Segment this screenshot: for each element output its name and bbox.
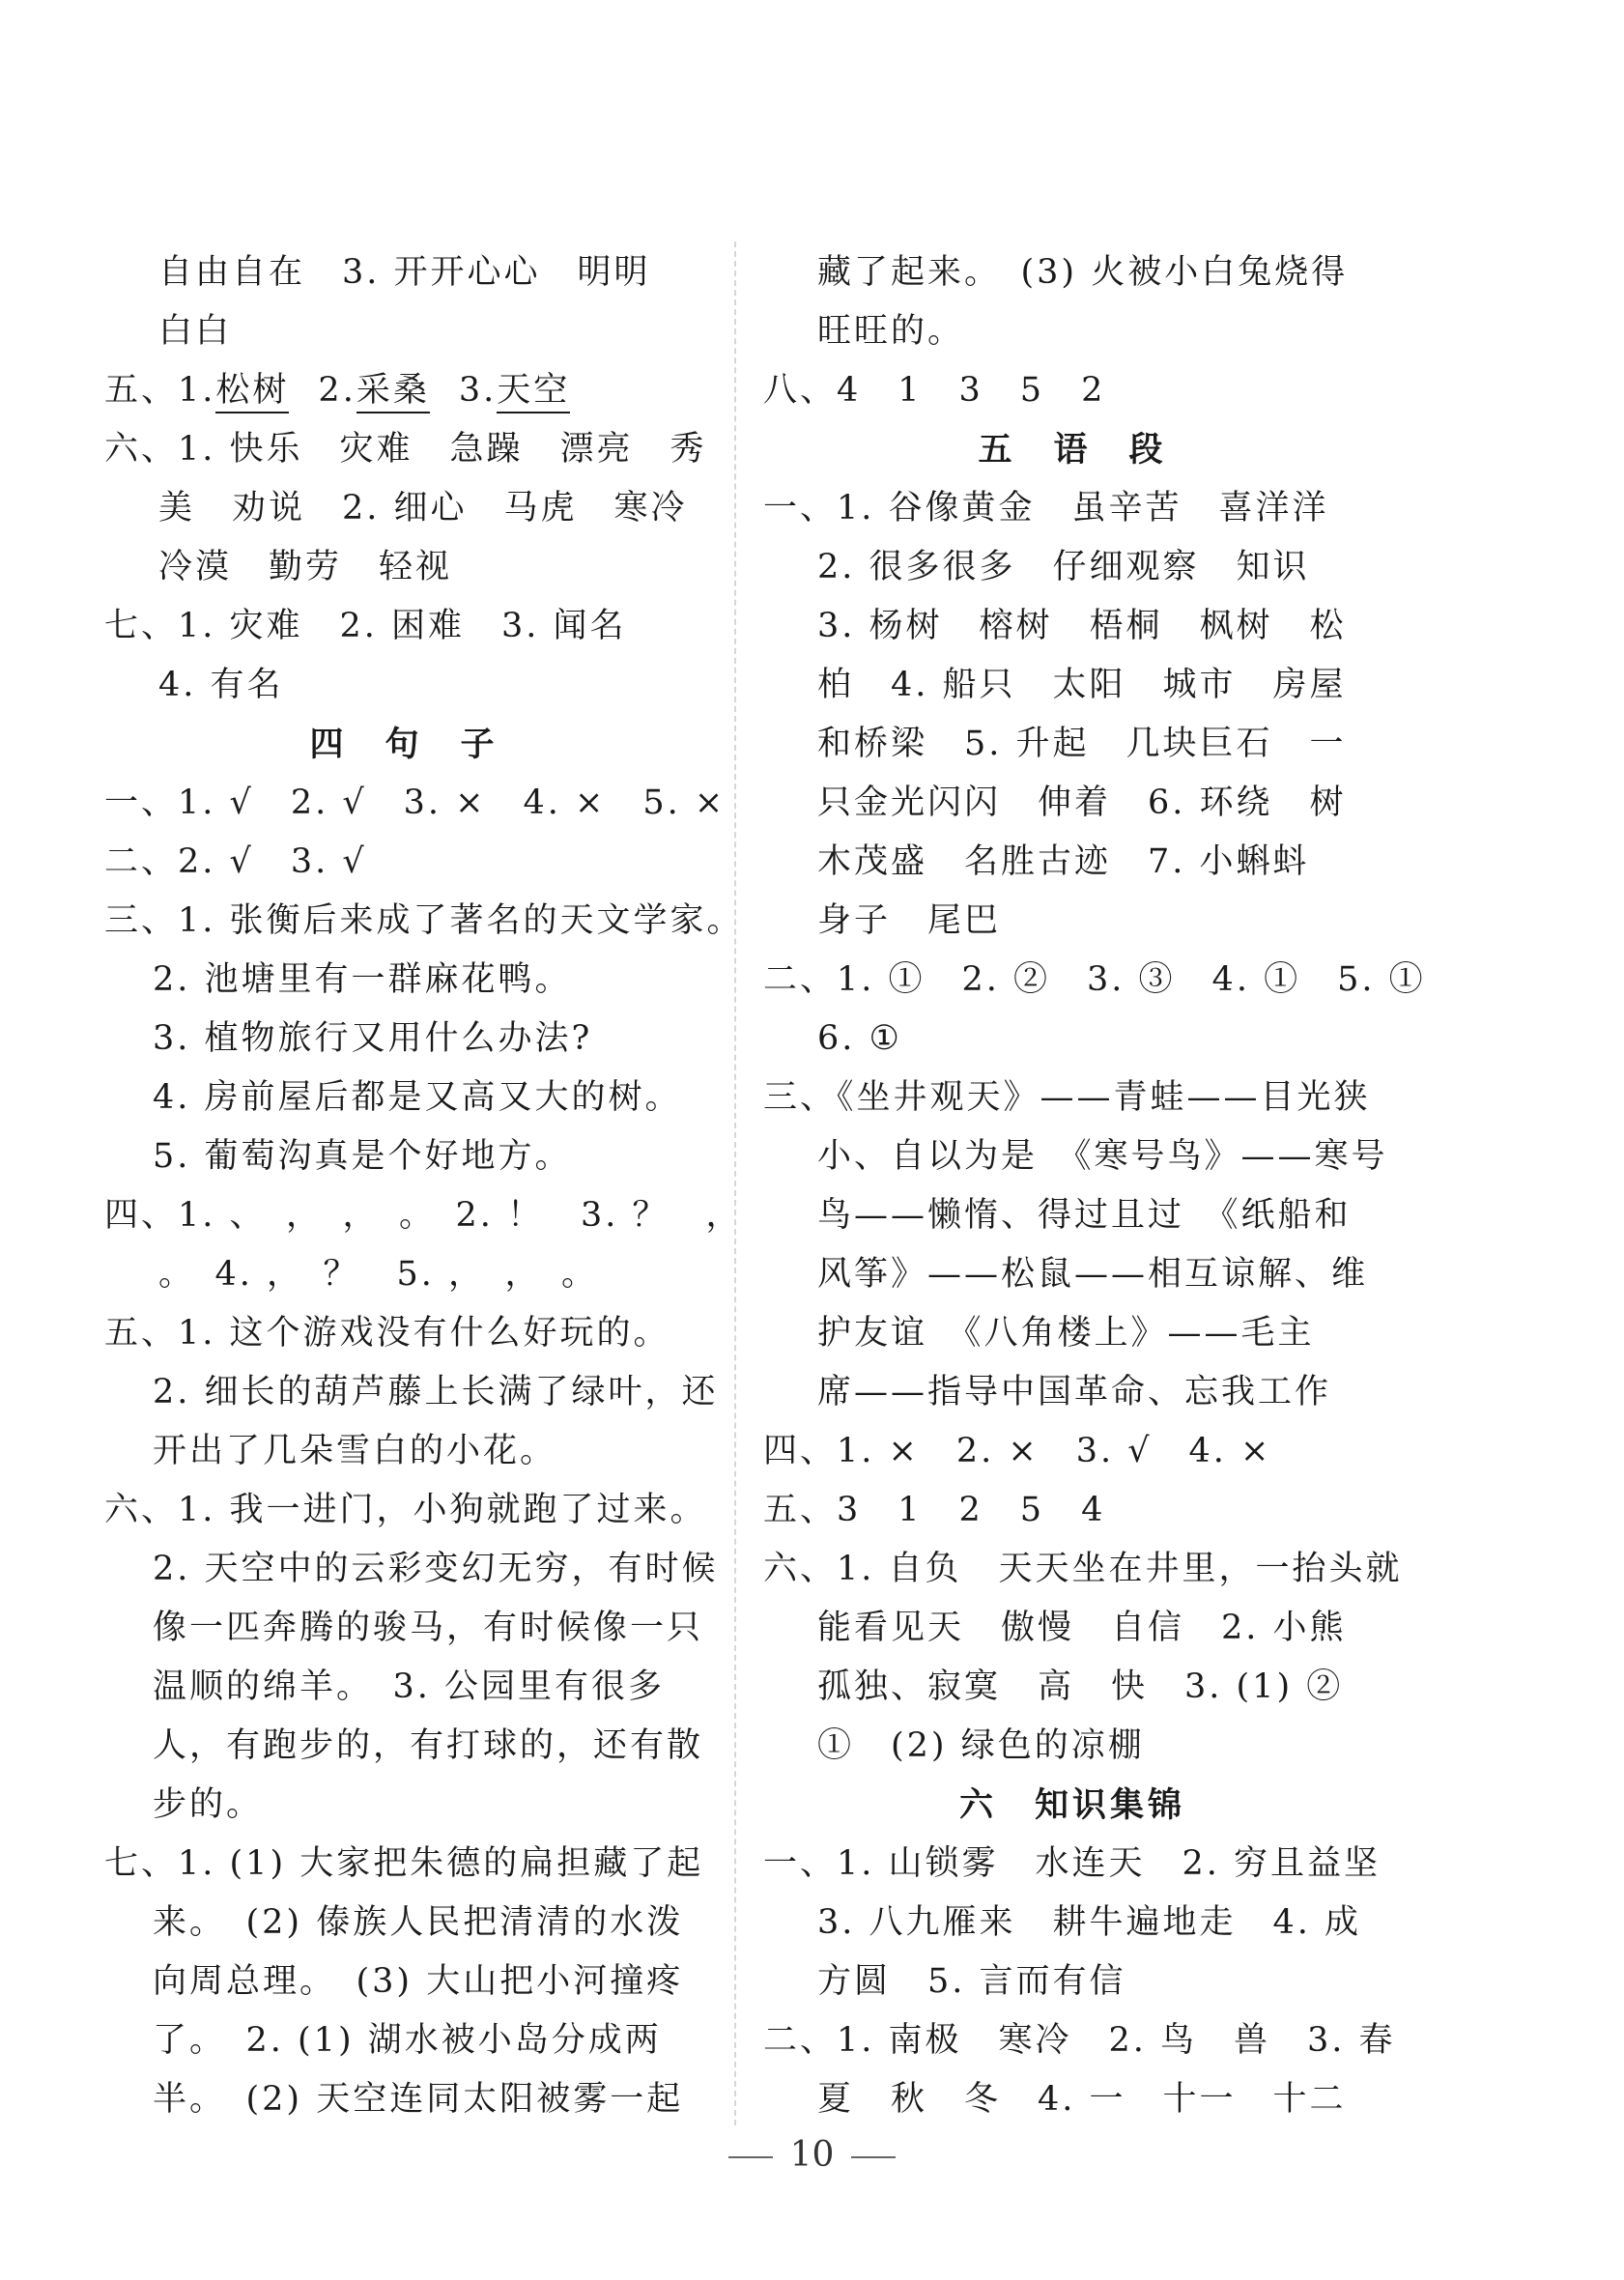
answer-line: 美 劝说 2. 细心 马虎 寒冷	[158, 489, 688, 527]
answer-line: 鸟——懒惰、得过且过 《纸船和	[817, 1196, 1352, 1235]
answer-line: 4. 房前屋后都是又高又大的树。	[153, 1078, 682, 1117]
answer-line: 藏了起来。 (3) 火被小白兔烧得	[817, 253, 1349, 292]
answer-line: 五、3 1 2 5 4	[763, 1491, 1106, 1529]
left-column	[104, 243, 744, 2129]
answer-line: 和桥梁 5. 升起 几块巨石 一	[817, 725, 1347, 763]
answer-line: 4. 有名	[158, 666, 284, 704]
answer-line: 四、1. 、 ， ， 。 2. ！ 3. ？ ，	[104, 1196, 743, 1235]
footer-dash	[728, 2156, 773, 2158]
answer-line: 能看见天 傲慢 自信 2. 小熊	[817, 1609, 1347, 1647]
answer-line: 6. ①	[817, 1019, 902, 1058]
answer-line: 七、1. (1) 大家把朱德的扁担藏了起	[104, 1844, 704, 1883]
right-column	[763, 243, 1426, 2129]
answer-line: 风筝》——松鼠——相互谅解、维	[817, 1255, 1369, 1294]
answer-line: 2. 很多很多 仔细观察 知识	[817, 548, 1310, 586]
column-divider	[734, 242, 736, 2125]
answer-line: 半。 (2) 天空连同太阳被雾一起	[153, 2080, 684, 2119]
answer-line: 八、4 1 3 5 2	[763, 371, 1106, 410]
answer-line: 小、自以为是 《寒号鸟》——寒号	[817, 1137, 1388, 1176]
answer-line: 五、1. 这个游戏没有什么好玩的。	[104, 1314, 670, 1353]
answer-line: 步的。	[153, 1785, 264, 1824]
answer-line: 木茂盛 名胜古迹 7. 小蝌蚪	[817, 842, 1310, 881]
answer-prefix: 五、1.	[104, 371, 216, 410]
answer-line: 自由自在 3. 开开心心 明明	[158, 253, 651, 292]
underlined-word: 松树	[215, 371, 289, 413]
answer-line: 二、1. 南极 寒冷 2. 鸟 兽 3. 春	[763, 2021, 1396, 2060]
answer-line: 夏 秋 冬 4. 一 十一 十二	[817, 2080, 1347, 2119]
answer-line: 只金光闪闪 伸着 6. 环绕 树	[817, 784, 1347, 822]
answer-line: 七、1. 灾难 2. 困难 3. 闻名	[104, 607, 627, 645]
answer-line: 二、2. √ 3. √	[104, 842, 367, 881]
answer-line: 六、1. 快乐 灾难 急躁 漂亮 秀	[104, 430, 707, 469]
answer-line: 像一匹奔腾的骏马，有时候像一只	[153, 1609, 704, 1647]
answer-line: 来。 (2) 傣族人民把清清的水泼	[153, 1903, 684, 1942]
answer-line: 席——指导中国革命、忘我工作	[817, 1373, 1332, 1411]
answer-line: 旺旺的。	[817, 312, 965, 351]
page-number: 10	[789, 2135, 835, 2175]
section-heading: 四 句 子	[309, 725, 499, 764]
answer-line: 四、1. × 2. × 3. √ 4. ×	[763, 1432, 1272, 1470]
answer-line-underlined	[104, 361, 703, 420]
answer-line: 六、1. 我一进门，小狗就跑了过来。	[104, 1491, 707, 1529]
answer-line: 温顺的绵羊。 3. 公园里有很多	[153, 1667, 666, 1706]
page-footer	[0, 2135, 1624, 2175]
answer-line: 三、1. 张衡后来成了著名的天文学家。	[104, 901, 744, 940]
answer-line: 方圆 5. 言而有信	[817, 1962, 1126, 2001]
answer-line: 冷漠 勤劳 轻视	[158, 548, 453, 586]
answer-line: ① (2) 绿色的凉棚	[817, 1726, 1145, 1765]
answer-line: 向周总理。 (3) 大山把小河撞疼	[153, 1962, 684, 2001]
section-heading: 五 语 段	[978, 430, 1167, 470]
answer-line: 2. 池塘里有一群麻花鸭。	[153, 960, 572, 999]
answer-line: 孤独、寂寞 高 快 3. (1) ②	[817, 1667, 1344, 1706]
answer-number: 3.	[458, 371, 498, 410]
answer-line: 二、1. ① 2. ② 3. ③ 4. ① 5. ①	[763, 960, 1426, 999]
underlined-word: 天空	[497, 371, 570, 413]
answer-line: 一、1. 山锁雾 水连天 2. 穷且益坚	[763, 1844, 1382, 1883]
answer-line: 一、1. √ 2. √ 3. × 4. × 5. ×	[104, 784, 727, 822]
answer-line: 3. 八九雁来 耕牛遍地走 4. 成	[817, 1903, 1362, 1942]
answer-line: 开出了几朵雪白的小花。	[153, 1432, 557, 1470]
answer-line: 人，有跑步的，有打球的，还有散	[153, 1726, 704, 1765]
answer-line: 护友谊 《八角楼上》——毛主	[817, 1314, 1315, 1353]
answer-line: 身子 尾巴	[817, 901, 1002, 940]
answer-line: 。 4. ， ？ 5. ， ， 。	[158, 1255, 599, 1294]
answer-line: 3. 植物旅行又用什么办法?	[153, 1019, 593, 1058]
answer-line: 柏 4. 船只 太阳 城市 房屋	[817, 666, 1347, 704]
answer-line: 2. 细长的葫芦藤上长满了绿叶，还	[153, 1373, 719, 1411]
answer-line: 三、《坐井观天》——青蛙——目光狭	[763, 1078, 1371, 1117]
answer-line: 5. 葡萄沟真是个好地方。	[153, 1137, 572, 1176]
answer-line: 白白	[158, 312, 233, 351]
footer-dash	[851, 2156, 896, 2158]
answer-number: 2.	[318, 371, 356, 410]
section-heading: 六 知识集锦	[958, 1785, 1185, 1825]
underlined-word: 采桑	[356, 371, 430, 413]
answer-line: 六、1. 自负 天天坐在井里，一抬头就	[763, 1550, 1403, 1588]
answer-line: 一、1. 谷像黄金 虽辛苦 喜洋洋	[763, 489, 1329, 527]
answer-line: 2. 天空中的云彩变幻无穷，有时候	[153, 1550, 719, 1588]
answer-line: 3. 杨树 榕树 梧桐 枫树 松	[817, 607, 1347, 645]
answer-line: 了。 2. (1) 湖水被小岛分成两	[153, 2021, 662, 2060]
